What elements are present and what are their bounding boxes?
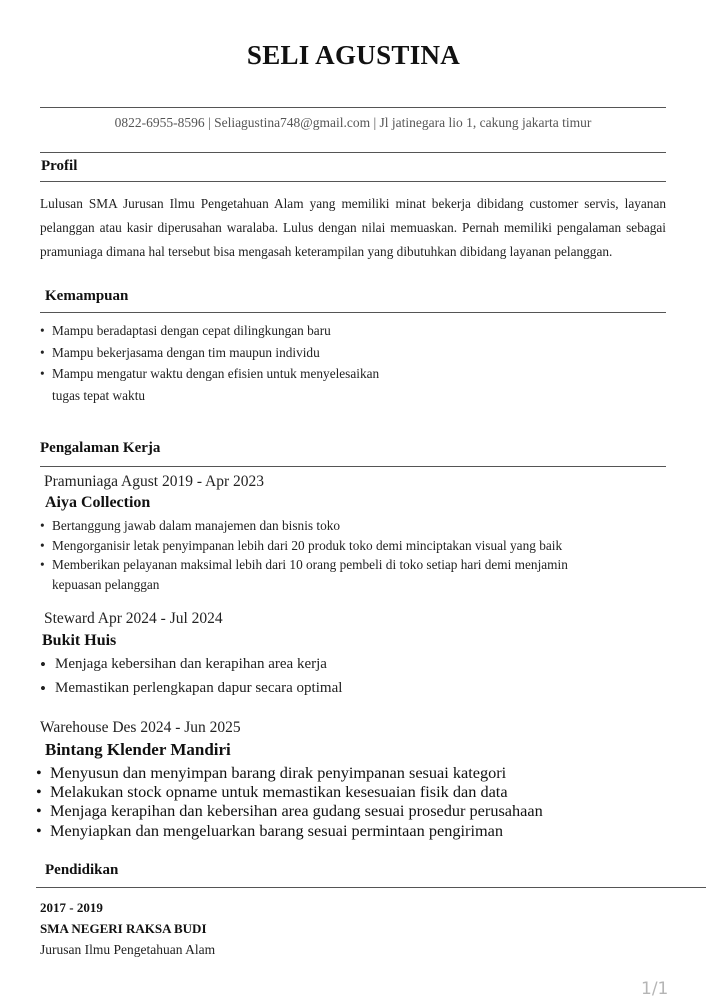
job-title: Pramuniaga Agust 2019 - Apr 2023 — [44, 473, 264, 490]
task-item: • Bertanggung jawab dalam manajemen dan bisnis toko — [40, 516, 660, 536]
task-list — [40, 516, 660, 575]
profile-heading: Profil — [41, 158, 78, 174]
task-item: • Menyusun dan menyimpan barang dirak penyimpanan sesuai kategori — [36, 763, 666, 782]
education-school: SMA NEGERI RAKSA BUDI — [40, 921, 207, 936]
task-item: • Memastikan perlengkapan dapur secara optimal — [40, 677, 660, 701]
skill-item: • Mampu beradaptasi dengan cepat dilingkungan baru — [40, 320, 470, 342]
task-item: • Menjaga kerapihan dan kebersihan area gudang sesuai prosedur perusahaan — [36, 801, 666, 820]
page-indicator: 1/1 — [641, 979, 669, 999]
skill-item-continuation: tugas tepat waktu — [52, 387, 146, 403]
job-title: Warehouse Des 2024 - Jun 2025 — [40, 719, 241, 736]
skill-item: • Mampu mengatur waktu dengan efisien untuk menyelesaikan — [40, 363, 470, 385]
task-item: • Menjaga kebersihan dan kerapihan area kerja — [40, 653, 660, 677]
header-divider — [40, 107, 666, 108]
skills-list — [40, 320, 470, 385]
education-major: Jurusan Ilmu Pengetahuan Alam — [40, 942, 216, 957]
job-tasks — [40, 516, 660, 595]
education-divider — [36, 887, 706, 888]
task-list — [36, 763, 666, 840]
contact-info: 0822-6955-8596 | Seliagustina748@gmail.com | Jl jatinegara lio 1, cakung jakarta timur — [114, 115, 592, 130]
profile-text: Lulusan SMA Jurusan Ilmu Pengetahuan Alam yang memiliki minat bekerja dibidang customer servis, layanan pelanggan atau kasir diperusahan waralaba. Lulus dengan nilai memuaskan. Pernah memiliki pengalaman sebagai pramuniaga dimana hal tersebut bisa mengasah keterampilan yang dibutuhkan dibidang layanan pelanggan. — [40, 196, 666, 259]
job-tasks — [40, 653, 660, 700]
job-tasks — [36, 763, 666, 840]
job-company: Aiya Collection — [45, 494, 151, 511]
job-company: Bintang Klender Mandiri — [45, 740, 231, 759]
task-item-continuation: kepuasan pelanggan — [52, 577, 160, 593]
education-heading: Pendidikan — [45, 862, 119, 878]
task-list — [40, 653, 660, 700]
education-years: 2017 - 2019 — [40, 900, 103, 915]
task-item: • Mengorganisir letak penyimpanan lebih dari 20 produk toko demi minciptakan visual yang baik — [40, 536, 660, 556]
skills-divider — [40, 312, 666, 313]
task-item: • Melakukan stock opname untuk memastikan kesesuaian fisik dan data — [36, 782, 666, 801]
resume-name: SELI AGUSTINA — [246, 40, 461, 70]
skills-section — [40, 320, 470, 406]
experience-divider — [40, 466, 666, 467]
job-title: Steward Apr 2024 - Jul 2024 — [44, 610, 223, 627]
contact-divider — [40, 152, 666, 153]
skills-heading: Kemampuan — [45, 288, 129, 304]
profile-divider — [40, 181, 666, 182]
experience-heading: Pengalaman Kerja — [40, 440, 161, 456]
task-item: • Menyiapkan dan mengeluarkan barang sesuai permintaan pengiriman — [36, 821, 666, 840]
task-item: • Memberikan pelayanan maksimal lebih dari 10 orang pembeli di toko setiap hari demi menjamin — [40, 555, 660, 575]
skill-item: • Mampu bekerjasama dengan tim maupun individu — [40, 342, 470, 364]
job-company: Bukit Huis — [42, 632, 117, 649]
